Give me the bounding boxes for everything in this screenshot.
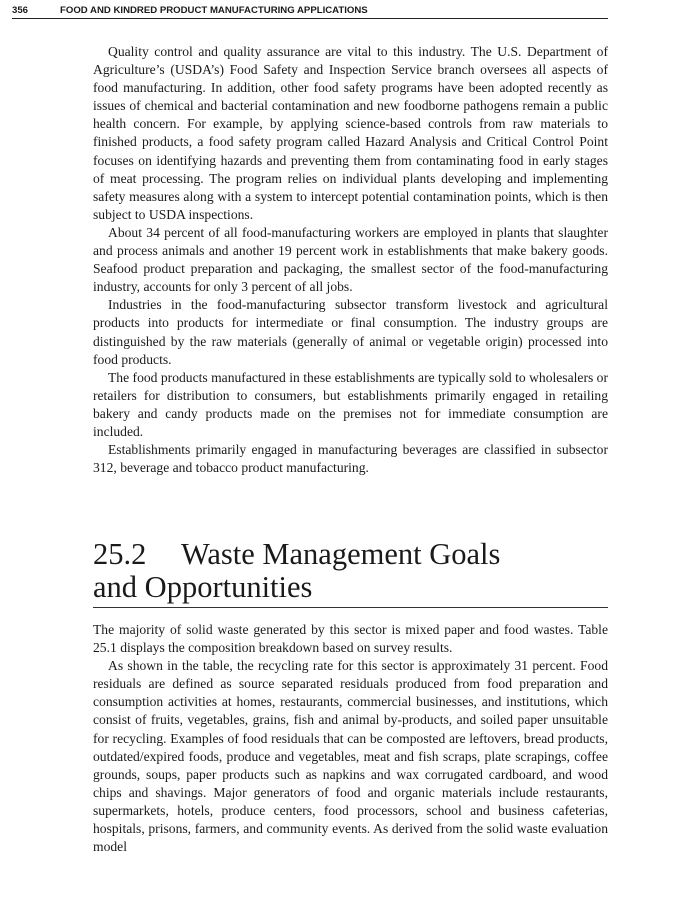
running-head-title: FOOD AND KINDRED PRODUCT MANUFACTURING APPLICATIONS <box>60 5 368 16</box>
page-number: 356 <box>12 5 29 16</box>
paragraph: The food products manufactured in these establishments are typically sold to wholesalers or retailers for distribution to consumers, but establishments primarily engaged in retailing bakery and candy products made on the premises not for immediate consumption are included. <box>93 369 608 439</box>
section-title-line2: and Opportunities <box>93 570 313 604</box>
running-head <box>12 4 608 19</box>
paragraph: Quality control and quality assurance are vital to this industry. The U.S. Department of Agriculture’s (USDA’s) Food Safety and Inspection Service branch oversees all aspects of food manufacturing. In addition, other food safety programs have been adopted recently as issues of chemical and bacterial contamination and new foodborne pathogens remain a public health concern. For example, by applying science-based controls from raw materials to finished products, a food safety program called Hazard Analysis and Critical Control Point focuses on identifying hazards and preventing them from contaminating food in early stages of meat processing. The program relies on individual plants developing and implementing safety measures along with a system to intercept potential contamination points, which is then subject to USDA inspections. <box>93 44 608 222</box>
section-number: 25.2 <box>93 537 147 571</box>
paragraph: As shown in the table, the recycling rate for this sector is approximately 31 percent. Food residuals are defined as source separated residuals produced from food preparation and consumption activities at homes, restaurants, commercial businesses, and institutions, which consist of fruits, vegetables, grains, fish and animal by-products, and soiled paper unsuitable for recycling. Examples of food residuals that can be composted are leftovers, bread products, outdated/expired foods, produce and vegetables, meat and fish scraps, plate scrapings, coffee grounds, soups, paper products such as napkins and wax corrugated cardboard, and wood chips and shavings. Major generators of food and organic materials include restaurants, supermarkets, hotels, produce centers, food processors, school and business cafeterias, hospitals, prisons, farmers, and community events. As derived from the solid waste evaluation model <box>93 658 608 855</box>
paragraph: Establishments primarily engaged in manufacturing beverages are classified in subsector 312, beverage and tobacco product manufacturing. <box>93 442 608 476</box>
section-title-line1: Waste Management Goals <box>181 537 501 571</box>
section-heading <box>93 538 608 608</box>
paragraph: About 34 percent of all food-manufacturing workers are employed in plants that slaughter and process animals and another 19 percent work in establishments that make bakery goods. Seafood product preparation and packaging, the smallest sector of the food-manufacturing industry, accounts for only 3 percent of all jobs. <box>93 224 608 295</box>
paragraph: Industries in the food-manufacturing subsector transform livestock and agricultural products into products for intermediate or final consumption. The industry groups are distinguished by the raw materials (generally of animal or vegetable origin) processed into food products. <box>93 297 608 367</box>
paragraph: The majority of solid waste generated by this sector is mixed paper and food wastes. Table 25.1 displays the composition breakdown based on survey results. <box>93 622 608 656</box>
section-body-text <box>93 621 608 856</box>
body-text <box>93 43 608 477</box>
